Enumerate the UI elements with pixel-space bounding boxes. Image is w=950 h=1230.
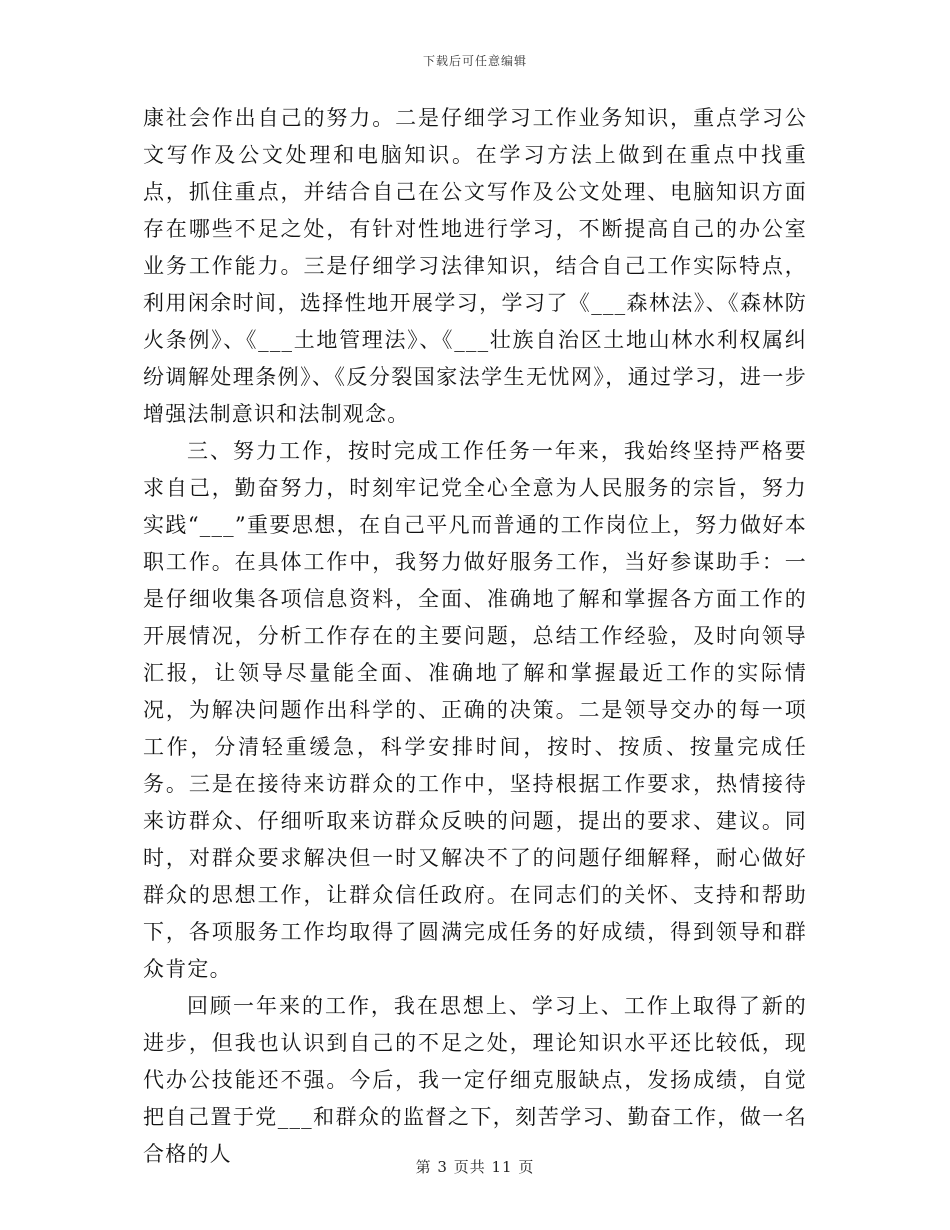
page-footer-page-number: 第 3 页共 11 页 <box>415 1158 535 1176</box>
page-header: 下载后可任意编辑 <box>422 54 527 68</box>
paragraph-review: 回顾一年来的工作，我在思想上、学习上、工作上取得了新的进步，但我也认识到自己的不足之处，理论知识水平还比较低，现代办公技能还不强。今后，我一定仔细克服缺点，发扬成绩，自觉把自己置于党___和群众的监督之下，刻苦学习、勤奋工作，做一名合格的人 <box>143 994 807 1166</box>
paragraph-study-continuation: 康社会作出自己的努力。二是仔细学习工作业务知识，重点学习公文写作及公文处理和电脑知识。在学习方法上做到在重点中找重点，抓住重点，并结合自己在公文写作及公文处理、电脑知识方面存在哪些不足之处，有针对性地进行学习，不断提高自己的办公室业务工作能力。三是仔细学习法律知识，结合自己工作实际特点，利用闲余时间，选择性地开展学习，学习了《___森林法》、《森林防火条例》、《___土地管理法》、《___壮族自治区土地山林水利权属纠纷调解处理条例》、《反分裂国家法学生无忧网》，通过学习，进一步增强法制意识和法制观念。 <box>143 106 807 426</box>
paragraph-work-section: 三、努力工作，按时完成工作任务一年来，我始终坚持严格要求自己，勤奋努力，时刻牢记党全心全意为人民服务的宗旨，努力实践“___”重要思想，在自己平凡而普通的工作岗位上，努力做好本职工作。在具体工作中，我努力做好服务工作，当好参谋助手：一是仔细收集各项信息资料，全面、准确地了解和掌握各方面工作的开展情况，分析工作存在的主要问题，总结工作经验，及时向领导汇报，让领导尽量能全面、准确地了解和掌握最近工作的实际情况，为解决问题作出科学的、正确的决策。二是领导交办的每一项工作，分清轻重缓急，科学安排时间，按时、按质、按量完成任务。三是在接待来访群众的工作中，坚持根据工作要求，热情接待来访群众、仔细听取来访群众反映的问题，提出的要求、建议。同时，对群众要求解决但一时又解决不了的问题仔细解释，耐心做好群众的思想工作，让群众信任政府。在同志们的关怀、支持和帮助下，各项服务工作均取得了圆满完成任务的好成绩，得到领导和群众肯定。 <box>143 439 807 981</box>
document-body <box>143 100 807 1173</box>
